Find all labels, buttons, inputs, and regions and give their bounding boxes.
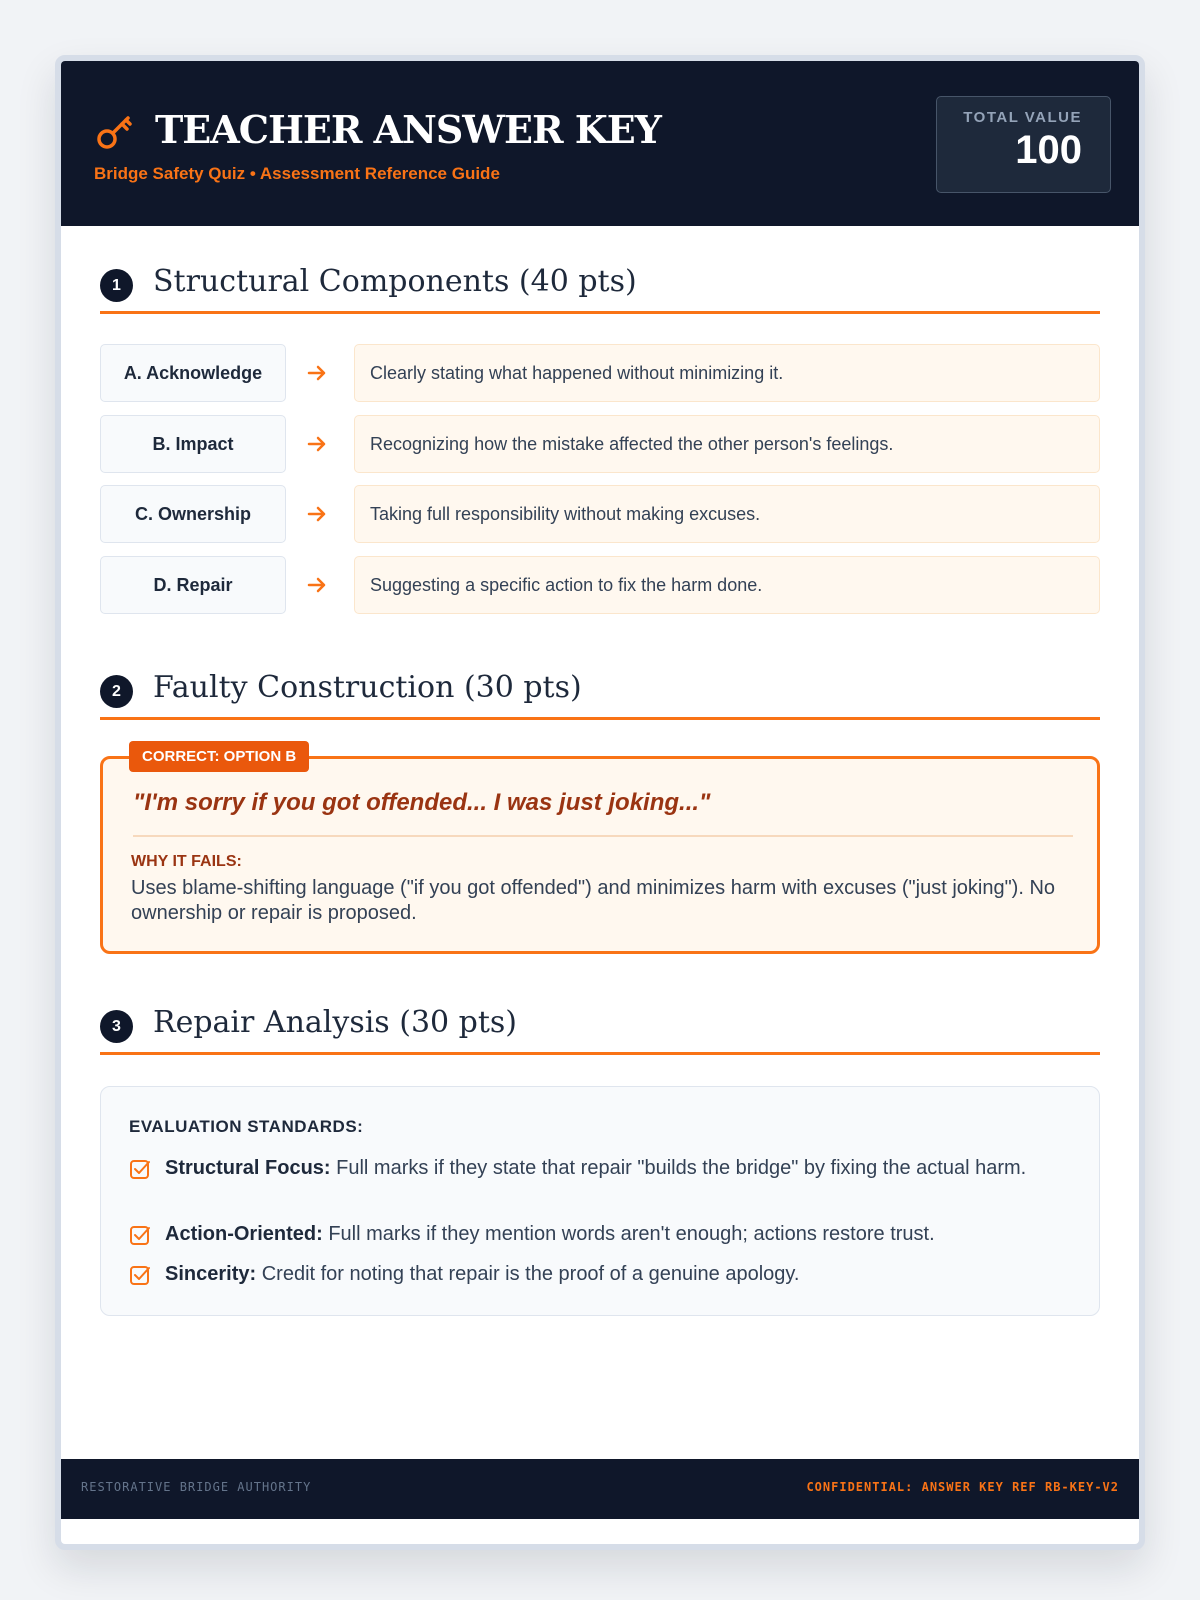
faulty-example-box [100,756,1100,954]
standards-title: EVALUATION STANDARDS: [129,1117,364,1136]
component-definition: Taking full responsibility without making excuses. [354,485,1100,543]
arrow-right-icon [305,432,329,456]
standard-text: Credit for noting that repair is the proof of a genuine apology. [256,1263,800,1285]
footer-authority: RESTORATIVE BRIDGE AUTHORITY [81,1480,312,1494]
key-icon [95,113,135,153]
component-label: B. Impact [100,415,286,473]
section-number: 1 [100,269,133,302]
checkbox-checked-icon [129,1264,151,1286]
arrow-right-icon [305,361,329,385]
section-heading [100,670,1100,720]
footer-reference: CONFIDENTIAL: ANSWER KEY REF RB-KEY-V2 [806,1480,1119,1494]
standard-term: Action-Oriented: [165,1223,323,1245]
standard-term: Structural Focus: [165,1157,331,1179]
arrow-right-icon [305,573,329,597]
evaluation-standards-box [100,1086,1100,1316]
header-banner [61,61,1139,226]
section-number: 3 [100,1010,133,1043]
standard-item [129,1261,1029,1287]
arrow-right-icon [305,502,329,526]
standard-text: Full marks if they state that repair "builds the bridge" by fixing the actual harm. [330,1157,1027,1179]
component-row [100,344,1100,402]
component-row [100,556,1100,614]
correct-option-badge: CORRECT: OPTION B [129,741,309,772]
section-title: Faulty Construction (30 pts) [153,670,582,705]
divider [133,835,1073,837]
standard-item [129,1155,1029,1181]
footer-bar [61,1459,1139,1519]
answer-key-sheet [55,55,1145,1550]
total-value-number: 100 [1015,128,1082,172]
why-it-fails-label: WHY IT FAILS: [131,853,242,870]
section-title: Structural Components (40 pts) [153,264,637,299]
standard-item [129,1221,1029,1247]
page-subtitle: Bridge Safety Quiz • Assessment Reference Guide [94,164,500,183]
component-row [100,415,1100,473]
page-title: TEACHER ANSWER KEY [155,107,661,152]
faulty-quote: "I'm sorry if you got offended... I was just joking..." [133,789,711,816]
standard-text: Full marks if they mention words aren't enough; actions restore trust. [322,1223,935,1245]
component-definition: Recognizing how the mistake affected the other person's feelings. [354,415,1100,473]
checkbox-checked-icon [129,1224,151,1246]
component-definition: Clearly stating what happened without minimizing it. [354,344,1100,402]
component-label: C. Ownership [100,485,286,543]
standard-term: Sincerity: [165,1263,257,1285]
section-title: Repair Analysis (30 pts) [153,1005,518,1040]
section-heading [100,1005,1100,1055]
component-label: D. Repair [100,556,286,614]
component-row [100,485,1100,543]
total-value-label: TOTAL VALUE [963,109,1082,126]
checkbox-checked-icon [129,1158,151,1180]
component-label: A. Acknowledge [100,344,286,402]
section-number: 2 [100,675,133,708]
why-it-fails-text: Uses blame-shifting language ("if you got offended") and minimizes harm with excuses ("just joking"). No ownership or repair is proposed. [131,877,1056,924]
section-heading [100,264,1100,314]
total-value-box [936,96,1111,193]
component-definition: Suggesting a specific action to fix the harm done. [354,556,1100,614]
